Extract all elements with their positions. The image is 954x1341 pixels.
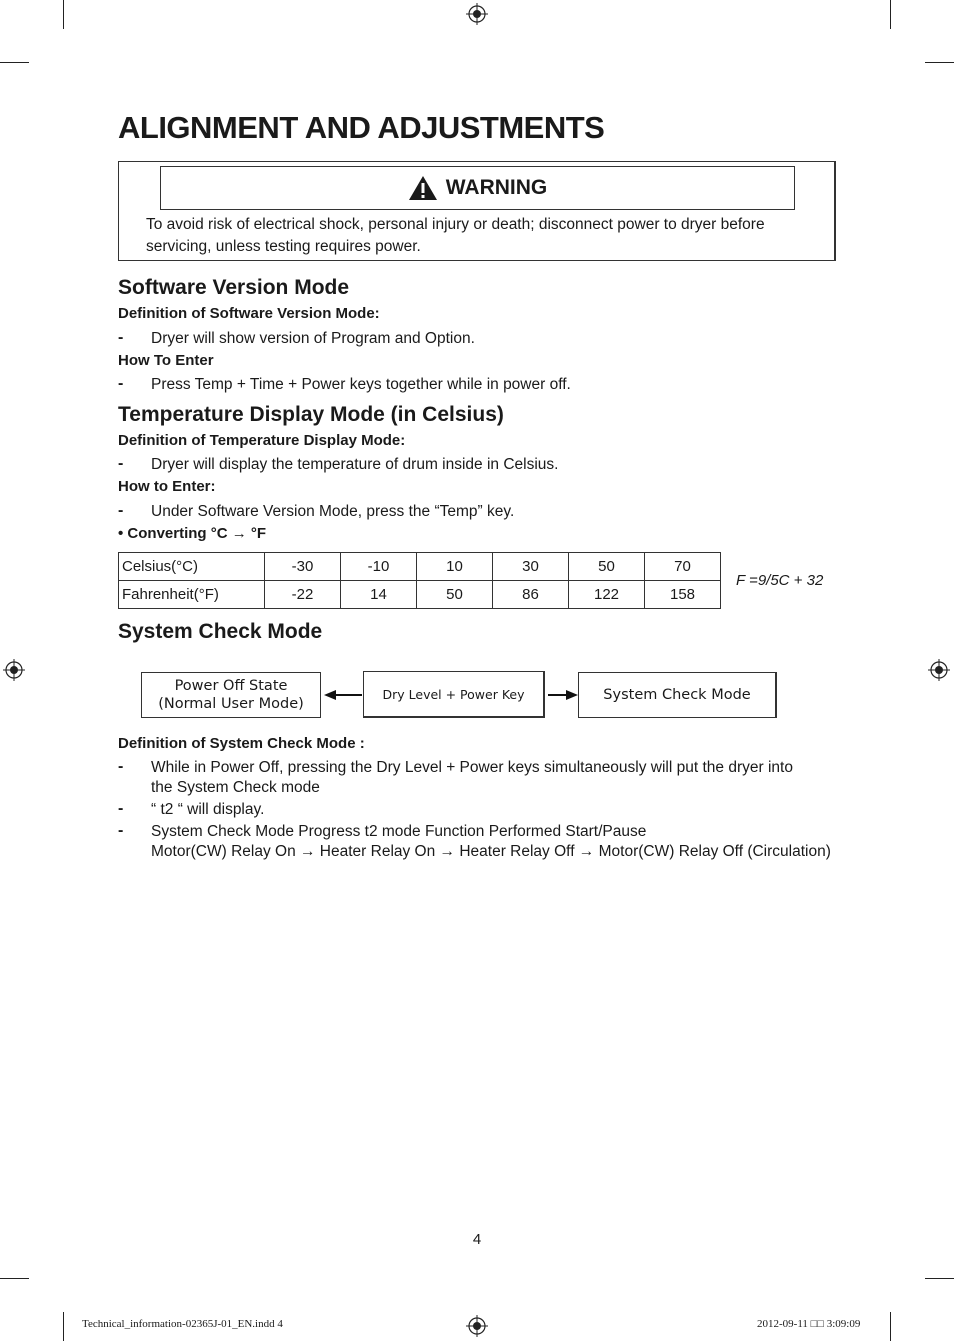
bullet-dash: - bbox=[118, 758, 124, 775]
crop-mark bbox=[63, 0, 64, 29]
footer-timestamp: 2012-09-11 □□ 3:09:09 bbox=[757, 1318, 861, 1330]
bullet-dash: - bbox=[118, 329, 124, 346]
registration-mark-icon bbox=[928, 659, 950, 681]
crop-mark bbox=[890, 1312, 891, 1341]
temp-mode-definition-heading: Definition of Temperature Display Mode: bbox=[118, 432, 406, 449]
system-mode-item-3-line-2: Motor(CW) Relay On → Heater Relay On → Heater Relay Off → Motor(CW) Relay Off (Circulation) bbox=[151, 843, 831, 860]
table-row bbox=[119, 553, 721, 581]
crop-mark bbox=[890, 0, 891, 29]
table-row bbox=[119, 581, 721, 609]
diagram-key-box: Dry Level + Power Key bbox=[363, 671, 545, 718]
footer-file-info: Technical_information-02365J-01_EN.indd 4 bbox=[82, 1318, 283, 1330]
software-mode-enter-heading: How To Enter bbox=[118, 352, 214, 369]
table-cell: 122 bbox=[569, 581, 645, 609]
registration-mark-icon bbox=[466, 3, 488, 25]
bullet-dash: - bbox=[118, 822, 124, 839]
system-mode-item-1-line-2: the System Check mode bbox=[151, 779, 320, 796]
crop-mark bbox=[925, 1278, 954, 1279]
software-mode-definition-heading: Definition of Software Version Mode: bbox=[118, 305, 380, 322]
temp-mode-heading: Temperature Display Mode (in Celsius) bbox=[118, 403, 504, 426]
table-cell: 50 bbox=[569, 553, 645, 581]
temp-mode-enter-item: Under Software Version Mode, press the “Temp” key. bbox=[151, 503, 515, 520]
table-cell: 50 bbox=[417, 581, 493, 609]
system-mode-item-1-line-1: While in Power Off, pressing the Dry Level + Power keys simultaneously will put the dryer into bbox=[151, 759, 793, 776]
registration-mark-icon bbox=[3, 659, 25, 681]
bullet-dash: - bbox=[118, 502, 124, 519]
diagram-system-check-box: System Check Mode bbox=[578, 672, 777, 718]
warning-triangle-icon bbox=[408, 175, 438, 201]
software-mode-heading: Software Version Mode bbox=[118, 276, 350, 299]
software-mode-enter-item: Press Temp + Time + Power keys together while in power off. bbox=[151, 376, 571, 393]
page-number: 4 bbox=[472, 1231, 482, 1248]
system-mode-item-3-line-1: System Check Mode Progress t2 mode Function Performed Start/Pause bbox=[151, 823, 647, 840]
table-cell: 14 bbox=[341, 581, 417, 609]
crop-mark bbox=[0, 1278, 29, 1279]
table-cell: 70 bbox=[645, 553, 721, 581]
bullet-dash: - bbox=[118, 455, 124, 472]
table-cell: 86 bbox=[493, 581, 569, 609]
arrow-right-icon bbox=[546, 688, 580, 702]
table-cell: -30 bbox=[265, 553, 341, 581]
conversion-table bbox=[118, 552, 721, 609]
diagram-power-off-box bbox=[141, 672, 321, 718]
bullet-dash: - bbox=[118, 375, 124, 392]
arrow-left-icon bbox=[322, 688, 364, 702]
table-cell: 158 bbox=[645, 581, 721, 609]
fahrenheit-label: Fahrenheit(°F) bbox=[119, 581, 265, 609]
crop-mark bbox=[63, 1312, 64, 1341]
system-mode-heading: System Check Mode bbox=[118, 620, 323, 643]
crop-mark bbox=[0, 62, 29, 63]
table-cell: 30 bbox=[493, 553, 569, 581]
diagram-box1-line2: (Normal User Mode) bbox=[158, 696, 304, 712]
system-mode-item-2: “ t2 “ will display. bbox=[151, 801, 265, 818]
warning-text: To avoid risk of electrical shock, personal injury or death; disconnect power to dryer before servicing, unless testing requires power. bbox=[146, 216, 765, 255]
registration-mark-icon bbox=[466, 1315, 488, 1337]
software-mode-definition-item: Dryer will show version of Program and Option. bbox=[151, 330, 475, 347]
converting-label: • Converting °C → °F bbox=[118, 525, 267, 542]
bullet-dash: - bbox=[118, 800, 124, 817]
diagram-box1-line1: Power Off State bbox=[174, 678, 288, 694]
crop-mark bbox=[925, 62, 954, 63]
page-title: ALIGNMENT AND ADJUSTMENTS bbox=[118, 110, 605, 145]
warning-title: WARNING bbox=[445, 176, 548, 199]
system-mode-definition-heading: Definition of System Check Mode : bbox=[118, 735, 365, 752]
table-cell: 10 bbox=[417, 553, 493, 581]
celsius-label: Celsius(°C) bbox=[119, 553, 265, 581]
temp-mode-definition-item: Dryer will display the temperature of drum inside in Celsius. bbox=[151, 456, 559, 473]
temp-mode-enter-heading: How to Enter: bbox=[118, 478, 216, 495]
table-cell: -22 bbox=[265, 581, 341, 609]
table-cell: -10 bbox=[341, 553, 417, 581]
warning-header bbox=[160, 166, 795, 210]
conversion-formula: F =9/5C + 32 bbox=[736, 572, 824, 589]
